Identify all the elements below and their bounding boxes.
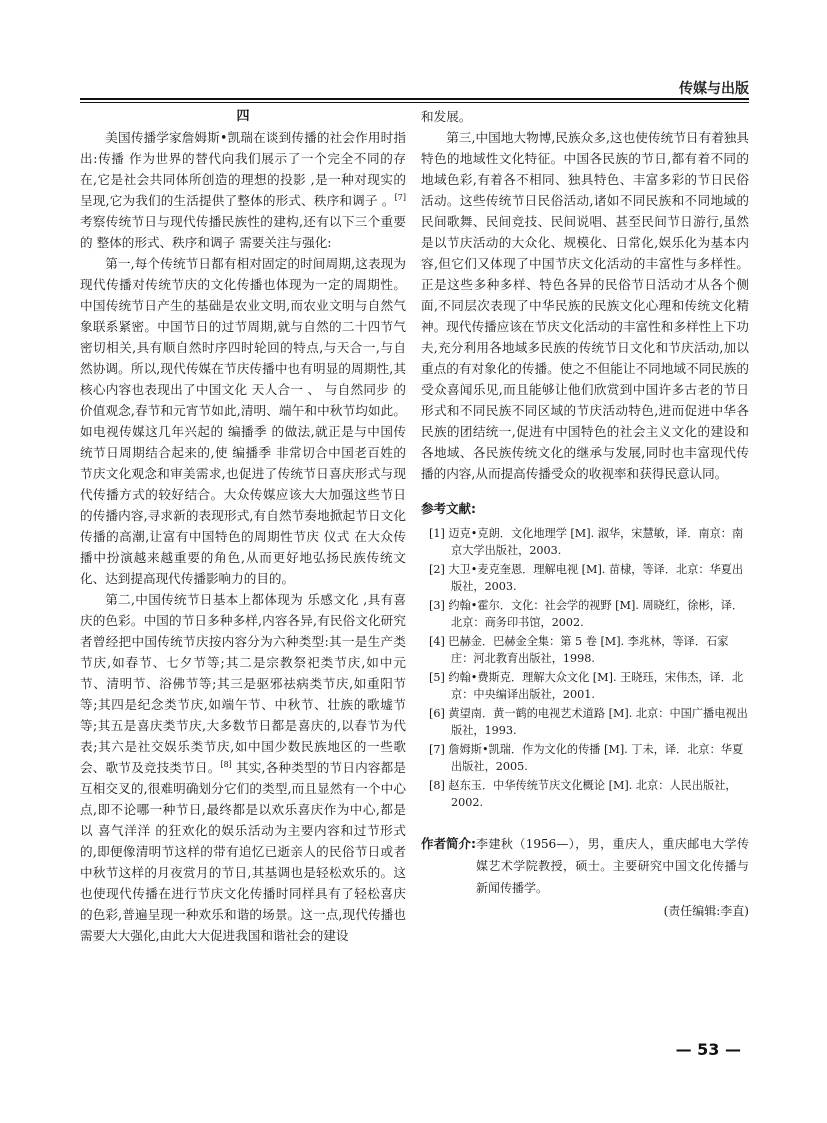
author-label: 作者简介:	[421, 836, 476, 851]
reference-list	[421, 525, 749, 811]
citation-8: [8]	[220, 759, 232, 769]
reference-item: [7] 詹姆斯•凯瑞．作为文化的传播 [M]. 丁未，译．北京：华夏出版社，2005.	[429, 743, 744, 773]
paragraph-intro	[80, 127, 406, 253]
references-heading: 参考文献:	[421, 501, 476, 516]
paragraph-intro-text: 美国传播学家詹姆斯•凯瑞在谈到传播的社会作用时指出:传播 作为世界的替代向我们展示了一个完全不同的存在,它是社会共同体所创造的理想的投影 ,是一种对现实的呈现,它为我们的生活提供了整体的形式、秩序和调子 。	[80, 130, 406, 208]
paragraph-second-tail: 其实,各种类型的节日内容都是互相交叉的,很难明确划分它们的类型,而且显然有一个中心点,即不论哪一种节日,最终都是以欢乐喜庆作为中心,都是以 喜气洋洋 的狂欢化的娱乐活动为主要内容和过节形式的,即便像清明节这样的带有追忆已逝亲人的民俗节日或者中秋节这样的月夜赏月的节日,其基调也是轻松欢乐的。这也使现代传播在进行节庆文化传播时同样具有了轻松喜庆的色彩,普遍呈现一种欢乐和谐的场景。这一点,现代传播也需要大大强化,由此大大促进我国和谐社会的建设	[80, 760, 406, 943]
paragraph-second-text: 第二,中国传统节日基本上都体现为 乐感文化 ,具有喜庆的色彩。中国的节日多种多样,内容各异,有民俗文化研究者曾经把中国传统节庆按内容分为六种类型:其一是生产类节庆,如春节、七夕节等;其二是宗教祭祀类节庆,如中元节、清明节、浴佛节等;其三是驱邪祛病类节庆,如重阳节等;其四是纪念类节庆,如端午节、中秋节、壮族的歌墟节等;其五是喜庆类节庆,大多数节日都是喜庆的,以春节为代表;其六是社交娱乐类节庆,如中国少数民族地区的一些歌会、歌节及竞技类节日。	[80, 592, 406, 775]
paragraph-third-point: 第三,中国地大物博,民族众多,这也使传统节日有着独具特色的地域性文化特征。中国各民族的节日,都有着不同的地域色彩,有着各不相同、独具特色、丰富多彩的节日民俗活动。这些传统节日民俗活动,诸如不同民族和不同地域的民间歌舞、民间竞技、民间说唱、甚至民间节日游行,虽然是以节庆活动的大众化、规模化、日常化,娱乐化为基本内容,但它们又体现了中国节庆文化活动的丰富性与多样性。正是这些多种多样、特色各异的民俗节日活动才从各个侧面,不同层次表现了中华民族的民族文化心理和传统文化精神。现代传播应该在节庆文化活动的丰富性和多样性上下功夫,充分利用各地域多民族的传统节日文化和节庆活动,加以重点的有对象化的传播。使之不但能让不同地域不同民族的受众喜闻乐见,而且能够让他们欣赏到中国许多古老的节日形式和不同民族不同区域的节庆活动特色,进而促进中华各民族的团结统一,促进有中国特色的社会主义文化的建设和各地域、各民族传统文化的继承与发展,同时也丰富现代传播的内容,从而提高传播受众的收视率和获得民意认同。	[421, 130, 749, 481]
journal-name: 传媒与出版	[679, 81, 749, 97]
reference-item: [5] 约翰•费斯克．理解大众文化 [M]. 王晓珏，宋伟杰，译．北京：中央编译出版社，2001.	[429, 671, 744, 701]
left-column	[80, 106, 406, 1026]
paragraph-second-point	[80, 589, 406, 946]
reference-item: [1] 迈克•克朗．文化地理学 [M]. 淑华，宋慧敏，译．南京：南京大学出版社，2003.	[429, 527, 744, 557]
right-column	[421, 106, 749, 1026]
reference-item: [6] 黄望南．黄一鹤的电视艺术道路 [M]. 北京：中国广播电视出版社，1993.	[429, 707, 748, 737]
paragraph-intro-tail: 考察传统节日与现代传播民族性的建构,还有以下三个重要的 整体的形式、秩序和调子 需要关注与强化:	[80, 214, 406, 250]
editor-note: (责任编辑:李直)	[663, 904, 749, 918]
header-rule	[80, 98, 749, 100]
reference-item: [3] 约翰•霍尔．文化：社会学的视野 [M]. 周晓红，徐彬，译．北京：商务印书馆，2002.	[429, 599, 744, 629]
citation-7: [7]	[394, 192, 406, 202]
reference-item: [2] 大卫•麦克奎恩．理解电视 [M]. 苗棣，等译．北京：华夏出版社，2003.	[429, 563, 744, 593]
section-heading: 四	[236, 109, 250, 124]
page-number: — 53 —	[675, 1040, 741, 1059]
header-rule-thin	[80, 102, 749, 103]
author-bio	[421, 833, 749, 899]
author-text: 李建秋（1956—），男，重庆人，重庆邮电大学传媒艺术学院教授，硕士。主要研究中国文化传播与新闻传播学。	[476, 837, 749, 895]
reference-item: [4] 巴赫金．巴赫金全集：第 5 卷 [M]. 李兆林，等译．石家庄：河北教育出版社，1998.	[429, 635, 729, 665]
reference-item: [8] 赵东玉．中华传统节庆文化概论 [M]. 北京：人民出版社，2002.	[429, 779, 737, 809]
paragraph-first-point: 第一,每个传统节日都有相对固定的时间周期,这表现为现代传播对传统节庆的文化传播也体现为一定的周期性。中国传统节日产生的基础是农业文明,而农业文明与自然气象联系紧密。中国节日的过节周期,就与自然的二十四节气密切相关,具有顺自然时序四时轮回的特点,与天合一,与自然协调。所以,现代传媒在节庆传播中也有明显的周期性,其核心内容也表现出了中国文化 天人合一 、 与自然同步 的价值观念,春节和元宵节如此,清明、端午和中秋节均如此。如电视传媒这几年兴起的 编播季 的做法,就正是与中国传统节日周期结合起来的,使 编播季 非常切合中国老百姓的节庆文化观念和审美需求,也促进了传统节日喜庆形式与现代传播方式的较好结合。大众传媒应该大大加强这些节日的传播内容,寻求新的表现形式,有自然节奏地掀起节日文化传播的高潮,让富有中国特色的周期性节庆 仪式 在大众传播中扮演越来越重要的角色,从而更好地弘扬民族传统文化、达到提高现代传播影响力的目的。	[80, 256, 406, 586]
paragraph-continuation: 和发展。	[421, 109, 472, 124]
